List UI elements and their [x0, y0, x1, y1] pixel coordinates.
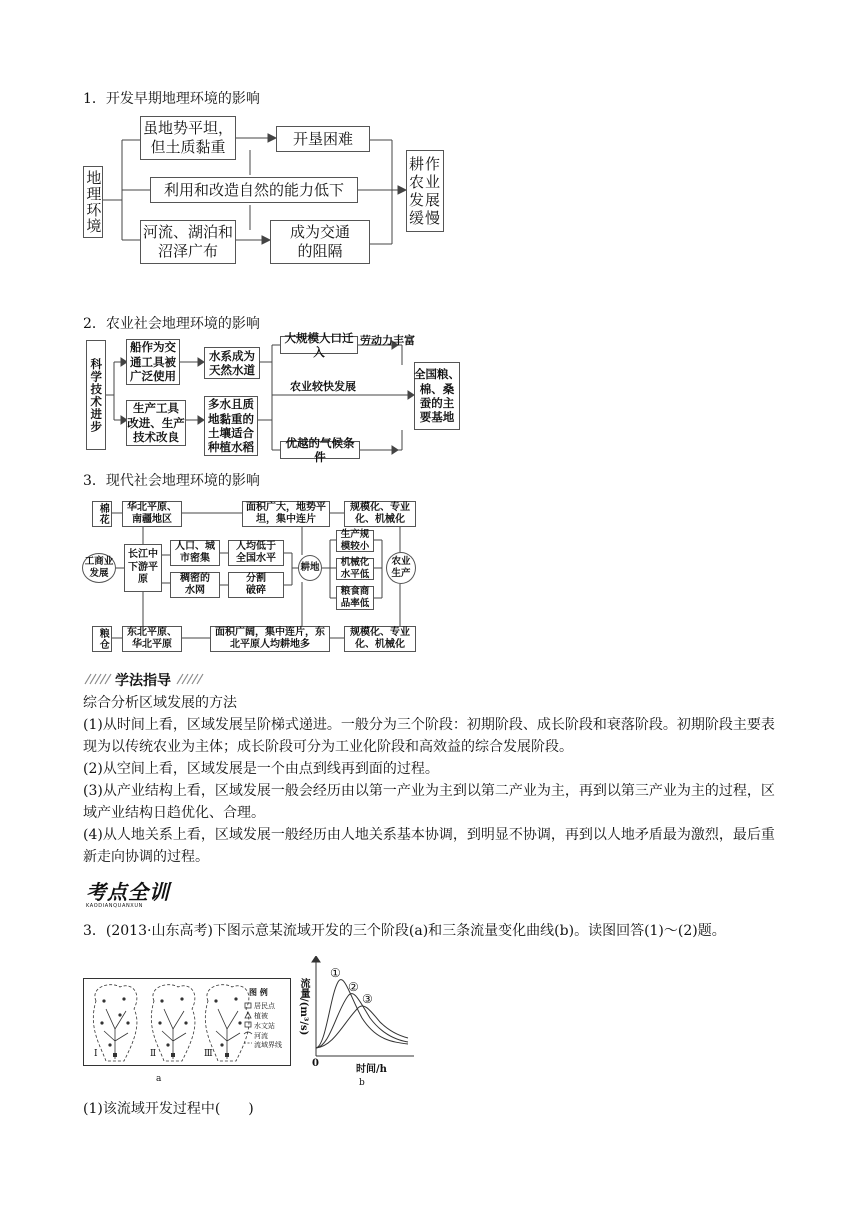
legend-title: 图 例: [249, 987, 268, 997]
figure-a: [83, 978, 291, 1066]
farmland-circle: 耕地: [298, 555, 322, 581]
migration-box: 大规模人口迁入: [280, 336, 358, 354]
low-mech-box: 机械化 水平低: [336, 558, 374, 580]
low-rate-box: 粮食商 品率低: [336, 586, 374, 610]
legend-station: 水文站: [254, 1022, 275, 1030]
kaodian-logo: [86, 876, 170, 909]
legend-river: 河流: [254, 1032, 268, 1040]
mech2-box: 规模化、专业 化、机械化: [344, 626, 416, 652]
agri-prod-circle: 农业生产: [386, 552, 416, 584]
rivers-box: 河流、湖泊和 沼泽广布: [140, 220, 236, 264]
wide2-box: 面积广阔，集中连片，东 北平原人均耕地多: [210, 626, 330, 652]
xlabel: 时间/h: [356, 1064, 387, 1075]
legend-boundary: 流域界线: [254, 1041, 282, 1049]
question-stem: 3．(2013·山东高考)下图示意某流域开发的三个阶段(a)和三条流量变化曲线(b)。读图回答(1)～(2)题。: [83, 923, 726, 939]
water-road-box: 水系成为 天然水道: [204, 347, 260, 379]
curve-3-label: ③: [362, 992, 373, 1006]
dense-water-box: 稠密的 水网: [170, 572, 220, 598]
figure-b: [296, 956, 416, 1076]
method-banner-text: 学法指导: [115, 673, 171, 689]
granary-box: 粮仓: [92, 626, 112, 652]
method-banner: [83, 670, 213, 688]
stage-2-label: Ⅱ: [150, 1049, 157, 1059]
section3-heading: 3．现代社会地理环境的影响: [83, 473, 260, 489]
labor-label: 劳动力丰富: [360, 334, 415, 347]
tech-box: 科学技术进步: [86, 340, 106, 450]
stage-3-label: Ⅲ: [204, 1049, 213, 1059]
curve-2-label: ②: [348, 980, 359, 994]
section1-heading: 1．开发早期地理环境的影响: [83, 91, 260, 107]
method-p1: (1)从时间上看，区域发展呈阶梯式递进。一般分为三个阶段：初期阶段、成长阶段和衰落阶段。初期阶段主要表现为以传统农业为主体；成长阶段可分为工业化阶段和高效益的综合发展阶段。: [83, 717, 775, 755]
sub-question-1: (1)该流域开发过程中( ): [83, 1101, 254, 1117]
stage-1-label: Ⅰ: [94, 1049, 98, 1059]
method-p4: (4)从人地关系上看，区域发展一般经历由人地关系基本协调，到明显不协调，再到以人地矛盾最为激烈，最后重新走向协调的过程。: [83, 827, 775, 865]
yangtze-box: 长江中下游平原: [124, 544, 162, 592]
huabei-box: 华北平原、 南疆地区: [122, 501, 182, 527]
curve-1-label: ①: [330, 966, 341, 980]
kaodian-title: 考点全训: [86, 880, 170, 904]
ability-box: 利用和改造自然的能力低下: [150, 177, 358, 203]
soil-box: 多水且质 地黏重的 土壤适合 种植水稻: [204, 396, 258, 456]
reclaim-box: 开垦困难: [276, 126, 370, 152]
cotton-box: 棉花: [92, 501, 112, 527]
kaodian-pinyin: KAODIANQUANXUN: [86, 903, 143, 909]
base-box: 全国粮、 棉、桑 蚕的主 要基地: [414, 362, 460, 430]
result-text: 耕作农业发展缓慢: [408, 155, 441, 227]
ylabel: 流量/(m³/s): [298, 978, 309, 1036]
boat-box: 船作为交 通工具被 广泛使用: [126, 339, 180, 385]
dongbei-box: 东北平原、 华北平原: [122, 626, 182, 652]
method-title: 综合分析区域发展的方法: [83, 695, 237, 711]
tools-box: 生产工具 改进、生产 技术改良: [127, 401, 185, 445]
legend-settlement: 居民点: [254, 1002, 275, 1010]
method-p2: (2)从空间上看，区域发展是一个由点到线再到面的过程。: [83, 761, 439, 777]
section2-heading: 2．农业社会地理环境的影响: [83, 316, 260, 332]
climate-box: 优越的气候条件: [280, 441, 360, 459]
industry-circle: 工商业发展: [82, 553, 116, 583]
figure-a-caption: a: [156, 1074, 162, 1084]
wide-flat-box: 面积广大，地势平 坦，集中连片: [242, 501, 330, 527]
low-avg-box: 人均低于 全国水平: [228, 540, 284, 566]
mech1-box: 规模化、专业 化、机械化: [344, 501, 416, 527]
agri-fast-label: 农业较快发展: [290, 380, 356, 393]
barrier-box: 成为交通 的阻隔: [270, 220, 370, 264]
method-p3: (3)从产业结构上看，区域发展一般会经历由以第一产业为主到以第二产业为主，再到以第三产业为主的过程，区域产业结构日趋优化、合理。: [83, 783, 775, 821]
dense-pop-box: 人口、城 市密集: [170, 540, 220, 566]
terrain-box: 虽地势平坦， 但土质黏重: [140, 116, 236, 160]
legend-vegetation: 植被: [254, 1012, 268, 1020]
env-box: 地理环境: [83, 166, 103, 238]
small-scale-box: 生产规 模较小: [336, 530, 374, 552]
figure-b-caption: b: [359, 1078, 365, 1088]
origin-label: 0: [312, 1058, 319, 1069]
fragment-box: 分割 破碎: [228, 572, 284, 598]
